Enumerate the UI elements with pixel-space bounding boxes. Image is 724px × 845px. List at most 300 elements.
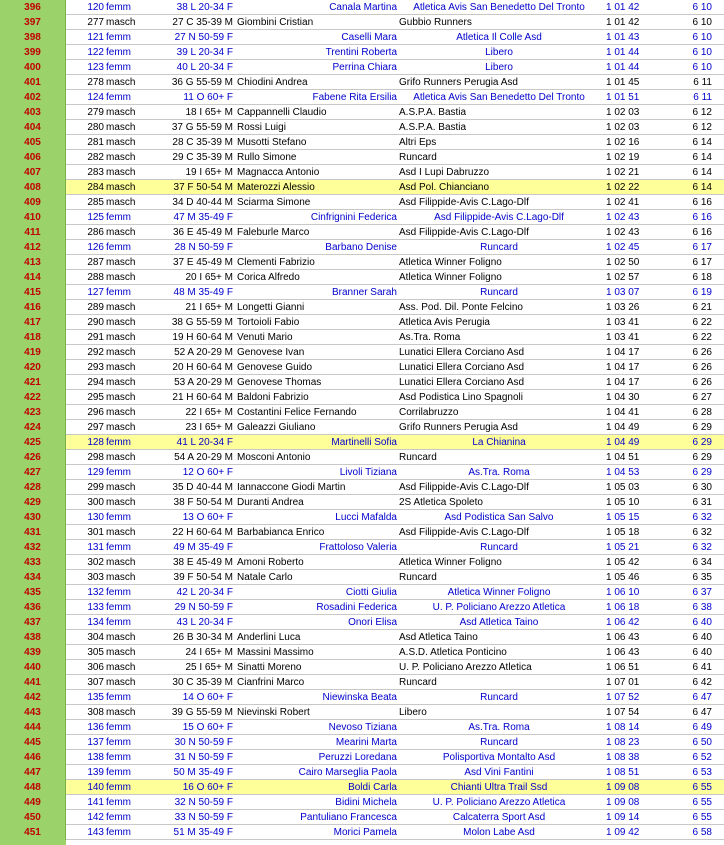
category-cell: 53 A 20-29 M <box>174 377 233 388</box>
position-cell: 445 <box>0 735 66 750</box>
table-row <box>0 195 724 210</box>
pace-cell: 6 41 <box>692 662 712 673</box>
position-cell: 409 <box>0 195 66 210</box>
finish-time-cell: 1 07 54 <box>606 707 640 718</box>
bib-number-cell: 284 <box>87 182 104 193</box>
athlete-name-cell: Genovese Ivan <box>237 347 305 358</box>
athlete-name-cell: Caselli Mara <box>341 32 397 43</box>
finish-time-cell: 1 02 43 <box>606 212 640 223</box>
position-cell: 408 <box>0 180 66 195</box>
table-row <box>0 210 724 225</box>
position-cell: 398 <box>0 30 66 45</box>
position-cell: 446 <box>0 750 66 765</box>
club-cell: A.S.D. Atletica Ponticino <box>399 647 507 658</box>
sex-cell: femm <box>106 512 131 523</box>
club-cell: Asd Filippide-Avis C.Lago-Dlf <box>399 482 529 493</box>
club-cell: Grifo Runners Perugia Asd <box>399 77 518 88</box>
finish-time-cell: 1 01 45 <box>606 77 640 88</box>
position-cell: 437 <box>0 615 66 630</box>
bib-number-cell: 129 <box>87 467 104 478</box>
table-row <box>0 375 724 390</box>
club-cell: Asd Vini Fantini <box>464 767 534 778</box>
pace-cell: 6 10 <box>692 17 712 28</box>
sex-cell: masch <box>106 497 136 508</box>
table-row <box>0 570 724 585</box>
athlete-name-cell: Fabene Rita Ersilia <box>312 92 397 103</box>
pace-cell: 6 14 <box>692 182 712 193</box>
athlete-name-cell: Ciotti Giulia <box>345 587 397 598</box>
sex-cell: femm <box>106 242 131 253</box>
sex-cell: masch <box>106 482 136 493</box>
table-row <box>0 660 724 675</box>
position-cell: 440 <box>0 660 66 675</box>
pace-cell: 6 40 <box>692 647 712 658</box>
pace-cell: 6 31 <box>692 497 712 508</box>
athlete-name-cell: Boldi Carla <box>348 782 397 793</box>
finish-time-cell: 1 05 03 <box>606 482 640 493</box>
club-cell: Polisportiva Montalto Asd <box>442 752 556 763</box>
sex-cell: masch <box>106 272 136 283</box>
table-row <box>0 795 724 810</box>
finish-time-cell: 1 04 17 <box>606 362 640 373</box>
sex-cell: femm <box>106 767 131 778</box>
athlete-name-cell: Natale Carlo <box>237 572 293 583</box>
pace-cell: 6 17 <box>692 257 712 268</box>
pace-cell: 6 14 <box>692 137 712 148</box>
bib-number-cell: 278 <box>87 77 104 88</box>
club-cell: Runcard <box>399 452 437 463</box>
club-cell: Atletica Winner Foligno <box>399 272 502 283</box>
category-cell: 39 G 55-59 M <box>171 707 233 718</box>
bib-number-cell: 137 <box>87 737 104 748</box>
athlete-name-cell: Corica Alfredo <box>237 272 300 283</box>
table-row <box>0 465 724 480</box>
category-cell: 37 F 50-54 M <box>173 182 233 193</box>
category-cell: 49 M 35-49 F <box>173 542 233 553</box>
position-cell: 447 <box>0 765 66 780</box>
athlete-name-cell: Genovese Guido <box>237 362 313 373</box>
athlete-name-cell: Duranti Andrea <box>237 497 304 508</box>
position-cell: 405 <box>0 135 66 150</box>
sex-cell: femm <box>106 782 131 793</box>
club-cell: Asd Pol. Chianciano <box>399 182 490 193</box>
category-cell: 23 I 65+ M <box>185 422 233 433</box>
bib-number-cell: 282 <box>87 152 104 163</box>
bib-number-cell: 286 <box>87 227 104 238</box>
pace-cell: 6 58 <box>692 827 712 838</box>
pace-cell: 6 32 <box>692 527 712 538</box>
table-row <box>0 405 724 420</box>
club-cell: Asd Atletica Taino <box>459 617 539 628</box>
position-cell: 413 <box>0 255 66 270</box>
table-row <box>0 420 724 435</box>
category-cell: 34 D 40-44 M <box>172 197 233 208</box>
sex-cell: masch <box>106 677 136 688</box>
position-cell: 451 <box>0 825 66 840</box>
sex-cell: masch <box>106 377 136 388</box>
position-cell: 402 <box>0 90 66 105</box>
pace-cell: 6 47 <box>692 692 712 703</box>
club-cell: Runcard <box>480 242 518 253</box>
pace-cell: 6 10 <box>692 2 712 13</box>
sex-cell: masch <box>106 662 136 673</box>
pace-cell: 6 50 <box>692 737 712 748</box>
pace-cell: 6 29 <box>692 437 712 448</box>
athlete-name-cell: Peruzzi Loredana <box>318 752 397 763</box>
bib-number-cell: 121 <box>87 32 104 43</box>
table-row <box>0 105 724 120</box>
club-cell: As.Tra. Roma <box>468 722 530 733</box>
bib-number-cell: 135 <box>87 692 104 703</box>
pace-cell: 6 22 <box>692 317 712 328</box>
table-row <box>0 360 724 375</box>
table-row <box>0 315 724 330</box>
finish-time-cell: 1 04 49 <box>606 437 640 448</box>
position-cell: 435 <box>0 585 66 600</box>
club-cell: Runcard <box>480 287 518 298</box>
sex-cell: femm <box>106 692 131 703</box>
category-cell: 19 H 60-64 M <box>172 332 233 343</box>
position-cell: 411 <box>0 225 66 240</box>
athlete-name-cell: Perrina Chiara <box>332 62 397 73</box>
position-cell: 406 <box>0 150 66 165</box>
category-cell: 38 G 55-59 M <box>171 317 233 328</box>
pace-cell: 6 40 <box>692 617 712 628</box>
table-row <box>0 255 724 270</box>
sex-cell: masch <box>106 257 136 268</box>
finish-time-cell: 1 06 42 <box>606 617 640 628</box>
sex-cell: masch <box>106 17 136 28</box>
bib-number-cell: 126 <box>87 242 104 253</box>
sex-cell: masch <box>106 452 136 463</box>
pace-cell: 6 26 <box>692 377 712 388</box>
club-cell: Altri Eps <box>399 137 437 148</box>
position-cell: 427 <box>0 465 66 480</box>
category-cell: 42 L 20-34 F <box>176 587 233 598</box>
finish-time-cell: 1 07 52 <box>606 692 640 703</box>
finish-time-cell: 1 01 42 <box>606 2 640 13</box>
category-cell: 16 O 60+ F <box>182 782 233 793</box>
sex-cell: masch <box>106 302 136 313</box>
position-cell: 396 <box>0 0 66 15</box>
finish-time-cell: 1 09 42 <box>606 827 640 838</box>
pace-cell: 6 14 <box>692 152 712 163</box>
pace-cell: 6 11 <box>693 92 712 103</box>
category-cell: 27 N 50-59 F <box>174 32 233 43</box>
club-cell: Libero <box>399 707 427 718</box>
table-row <box>0 30 724 45</box>
finish-time-cell: 1 04 53 <box>606 467 640 478</box>
finish-time-cell: 1 02 57 <box>606 272 640 283</box>
category-cell: 29 N 50-59 F <box>174 602 233 613</box>
pace-cell: 6 18 <box>692 272 712 283</box>
category-cell: 12 O 60+ F <box>182 467 233 478</box>
club-cell: Grifo Runners Perugia Asd <box>399 422 518 433</box>
category-cell: 41 L 20-34 F <box>176 437 233 448</box>
bib-number-cell: 292 <box>87 347 104 358</box>
athlete-name-cell: Rossi Luigi <box>237 122 286 133</box>
table-row <box>0 720 724 735</box>
bib-number-cell: 279 <box>87 107 104 118</box>
table-row <box>0 495 724 510</box>
bib-number-cell: 122 <box>87 47 104 58</box>
category-cell: 35 D 40-44 M <box>172 482 233 493</box>
sex-cell: femm <box>106 797 131 808</box>
finish-time-cell: 1 01 44 <box>606 62 640 73</box>
position-cell: 436 <box>0 600 66 615</box>
table-row <box>0 180 724 195</box>
pace-cell: 6 53 <box>692 767 712 778</box>
club-cell: Runcard <box>480 542 518 553</box>
pace-cell: 6 28 <box>692 407 712 418</box>
bib-number-cell: 296 <box>87 407 104 418</box>
finish-time-cell: 1 08 23 <box>606 737 640 748</box>
sex-cell: masch <box>106 122 136 133</box>
position-cell: 433 <box>0 555 66 570</box>
position-cell: 420 <box>0 360 66 375</box>
pace-cell: 6 12 <box>692 107 712 118</box>
finish-time-cell: 1 02 19 <box>606 152 640 163</box>
finish-time-cell: 1 03 41 <box>606 332 640 343</box>
position-cell: 419 <box>0 345 66 360</box>
athlete-name-cell: Mosconi Antonio <box>237 452 311 463</box>
position-cell: 430 <box>0 510 66 525</box>
sex-cell: masch <box>106 137 136 148</box>
position-cell: 421 <box>0 375 66 390</box>
finish-time-cell: 1 02 21 <box>606 167 640 178</box>
bib-number-cell: 297 <box>87 422 104 433</box>
club-cell: Asd I Lupi Dabruzzo <box>399 167 490 178</box>
position-cell: 428 <box>0 480 66 495</box>
position-cell: 407 <box>0 165 66 180</box>
category-cell: 22 I 65+ M <box>185 407 233 418</box>
club-cell: As.Tra. Roma <box>468 467 530 478</box>
position-cell: 438 <box>0 630 66 645</box>
bib-number-cell: 134 <box>87 617 104 628</box>
pace-cell: 6 11 <box>693 77 712 88</box>
sex-cell: femm <box>106 752 131 763</box>
finish-time-cell: 1 02 16 <box>606 137 640 148</box>
athlete-name-cell: Barbano Denise <box>325 242 397 253</box>
bib-number-cell: 303 <box>87 572 104 583</box>
athlete-name-cell: Chiodini Andrea <box>237 77 308 88</box>
table-row <box>0 825 724 840</box>
table-row <box>0 705 724 720</box>
pace-cell: 6 37 <box>692 587 712 598</box>
table-row <box>0 60 724 75</box>
table-row <box>0 165 724 180</box>
athlete-name-cell: Longetti Gianni <box>237 302 305 313</box>
athlete-name-cell: Costantini Felice Fernando <box>237 407 357 418</box>
bib-number-cell: 290 <box>87 317 104 328</box>
club-cell: Asd Filippide-Avis C.Lago-Dlf <box>399 197 529 208</box>
pace-cell: 6 10 <box>692 47 712 58</box>
sex-cell: femm <box>106 62 131 73</box>
category-cell: 38 E 45-49 M <box>172 557 233 568</box>
table-row <box>0 615 724 630</box>
finish-time-cell: 1 02 45 <box>606 242 640 253</box>
bib-number-cell: 125 <box>87 212 104 223</box>
category-cell: 19 I 65+ M <box>185 167 233 178</box>
position-cell: 422 <box>0 390 66 405</box>
pace-cell: 6 29 <box>692 467 712 478</box>
bib-number-cell: 285 <box>87 197 104 208</box>
table-row <box>0 525 724 540</box>
bib-number-cell: 120 <box>87 2 104 13</box>
category-cell: 38 F 50-54 M <box>173 497 233 508</box>
sex-cell: masch <box>106 647 136 658</box>
pace-cell: 6 52 <box>692 752 712 763</box>
club-cell: Asd Filippide-Avis C.Lago-Dlf <box>399 227 529 238</box>
sex-cell: femm <box>106 722 131 733</box>
athlete-name-cell: Faleburle Marco <box>237 227 310 238</box>
category-cell: 28 N 50-59 F <box>174 242 233 253</box>
sex-cell: masch <box>106 407 136 418</box>
category-cell: 18 I 65+ M <box>185 107 233 118</box>
bib-number-cell: 294 <box>87 377 104 388</box>
pace-cell: 6 29 <box>692 422 712 433</box>
table-row <box>0 600 724 615</box>
finish-time-cell: 1 06 43 <box>606 632 640 643</box>
pace-cell: 6 26 <box>692 362 712 373</box>
table-row <box>0 15 724 30</box>
sex-cell: masch <box>106 197 136 208</box>
finish-time-cell: 1 08 51 <box>606 767 640 778</box>
sex-cell: femm <box>106 437 131 448</box>
pace-cell: 6 19 <box>692 287 712 298</box>
category-cell: 48 M 35-49 F <box>173 287 233 298</box>
bib-number-cell: 136 <box>87 722 104 733</box>
club-cell: Ass. Pod. Dil. Ponte Felcino <box>399 302 523 313</box>
category-cell: 26 B 30-34 M <box>172 632 233 643</box>
bib-number-cell: 127 <box>87 287 104 298</box>
club-cell: Gubbio Runners <box>399 17 472 28</box>
athlete-name-cell: Massini Massimo <box>237 647 314 658</box>
position-cell: 449 <box>0 795 66 810</box>
finish-time-cell: 1 03 26 <box>606 302 640 313</box>
table-row <box>0 450 724 465</box>
table-row <box>0 390 724 405</box>
sex-cell: masch <box>106 332 136 343</box>
category-cell: 51 M 35-49 F <box>173 827 233 838</box>
bib-number-cell: 288 <box>87 272 104 283</box>
pace-cell: 6 34 <box>692 557 712 568</box>
position-cell: 448 <box>0 780 66 795</box>
category-cell: 52 A 20-29 M <box>174 347 233 358</box>
table-row <box>0 735 724 750</box>
category-cell: 37 E 45-49 M <box>172 257 233 268</box>
athlete-name-cell: Cinfrignini Federica <box>310 212 397 223</box>
club-cell: Molon Labe Asd <box>463 827 535 838</box>
athlete-name-cell: Sciarma Simone <box>237 197 311 208</box>
position-cell: 441 <box>0 675 66 690</box>
sex-cell: masch <box>106 527 136 538</box>
category-cell: 11 O 60+ F <box>183 92 233 103</box>
athlete-name-cell: Niewinska Beata <box>322 692 397 703</box>
club-cell: 2S Atletica Spoleto <box>399 497 483 508</box>
position-cell: 403 <box>0 105 66 120</box>
pace-cell: 6 40 <box>692 632 712 643</box>
table-row <box>0 750 724 765</box>
club-cell: Calcaterra Sport Asd <box>452 812 546 823</box>
table-row <box>0 0 724 15</box>
bib-number-cell: 123 <box>87 62 104 73</box>
table-row <box>0 330 724 345</box>
table-row <box>0 585 724 600</box>
sex-cell: masch <box>106 632 136 643</box>
pace-cell: 6 21 <box>692 302 712 313</box>
finish-time-cell: 1 04 49 <box>606 422 640 433</box>
pace-cell: 6 55 <box>692 782 712 793</box>
athlete-name-cell: Clementi Fabrizio <box>237 257 315 268</box>
category-cell: 54 A 20-29 M <box>174 452 233 463</box>
position-cell: 426 <box>0 450 66 465</box>
athlete-name-cell: Giombini Cristian <box>237 17 314 28</box>
athlete-name-cell: Amoni Roberto <box>237 557 304 568</box>
sex-cell: masch <box>106 182 136 193</box>
bib-number-cell: 140 <box>87 782 104 793</box>
category-cell: 43 L 20-34 F <box>176 617 233 628</box>
finish-time-cell: 1 07 01 <box>606 677 640 688</box>
table-row <box>0 780 724 795</box>
sex-cell: masch <box>106 392 136 403</box>
finish-time-cell: 1 06 10 <box>606 587 640 598</box>
athlete-name-cell: Lucci Mafalda <box>335 512 397 523</box>
category-cell: 39 L 20-34 F <box>176 47 233 58</box>
pace-cell: 6 26 <box>692 347 712 358</box>
club-cell: Asd Atletica Taino <box>399 632 478 643</box>
table-row <box>0 510 724 525</box>
sex-cell: masch <box>106 347 136 358</box>
club-cell: Runcard <box>399 677 437 688</box>
pace-cell: 6 42 <box>692 677 712 688</box>
table-row <box>0 810 724 825</box>
table-row <box>0 225 724 240</box>
bib-number-cell: 307 <box>87 677 104 688</box>
position-cell: 418 <box>0 330 66 345</box>
finish-time-cell: 1 09 08 <box>606 782 640 793</box>
table-row <box>0 555 724 570</box>
club-cell: Runcard <box>399 152 437 163</box>
athlete-name-cell: Onori Elisa <box>348 617 397 628</box>
athlete-name-cell: Martinelli Sofia <box>331 437 397 448</box>
club-cell: A.S.P.A. Bastia <box>399 107 467 118</box>
sex-cell: femm <box>106 542 131 553</box>
category-cell: 33 N 50-59 F <box>174 812 233 823</box>
position-cell: 415 <box>0 285 66 300</box>
athlete-name-cell: Sinatti Moreno <box>237 662 302 673</box>
athlete-name-cell: Morici Pamela <box>333 827 397 838</box>
position-cell: 429 <box>0 495 66 510</box>
bib-number-cell: 295 <box>87 392 104 403</box>
finish-time-cell: 1 02 50 <box>606 257 640 268</box>
finish-time-cell: 1 05 15 <box>606 512 640 523</box>
athlete-name-cell: Venuti Mario <box>237 332 293 343</box>
athlete-name-cell: Baldoni Fabrizio <box>237 392 309 403</box>
sex-cell: masch <box>106 227 136 238</box>
athlete-name-cell: Trentini Roberta <box>325 47 397 58</box>
athlete-name-cell: Bidini Michela <box>335 797 397 808</box>
bib-number-cell: 298 <box>87 452 104 463</box>
pace-cell: 6 12 <box>692 122 712 133</box>
table-row <box>0 45 724 60</box>
club-cell: Runcard <box>399 572 437 583</box>
sex-cell: masch <box>106 107 136 118</box>
pace-cell: 6 35 <box>692 572 712 583</box>
pace-cell: 6 14 <box>692 167 712 178</box>
category-cell: 29 C 35-39 M <box>172 152 233 163</box>
table-row <box>0 540 724 555</box>
